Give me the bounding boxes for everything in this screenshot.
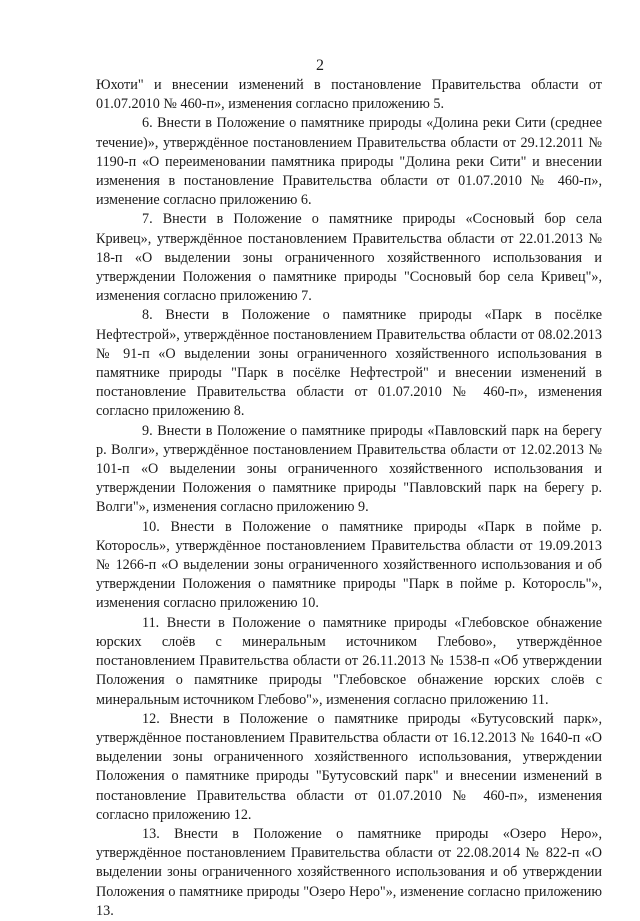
document-body: [96, 76, 602, 921]
paragraph-item-7: 7. Внести в Положение о памятнике природы «Сосновый бор села Кривец», утверждённое постановлением Правительства области от 22.01.2013 № 18-п «О выделении зоны ограниченного хозяйственного использования и утверждении Положения о памятнике природы "Сосновый бор села Кривец"», изменения согласно приложению 7.: [96, 211, 602, 305]
paragraph-continuation-item-5: Юхоти" и внесении изменений в постановление Правительства области от 01.07.2010 № 460-п», изменения согласно приложению 5.: [96, 77, 602, 113]
paragraph-item-10: 10. Внести в Положение о памятнике природы «Парк в пойме р. Которосль», утверждённое постановлением Правительства области от 19.09.2013 № 1266-п «О выделении зоны ограниченного хозяйственного использования и об утверждении Положения о памятнике природы "Парк в пойме р. Которосль"», изменения согласно приложению 10.: [96, 518, 602, 612]
page-number: 2: [316, 57, 324, 74]
paragraph-item-12: 12. Внести в Положение о памятнике природы «Бутусовский парк», утверждённое постановлением Правительства области от 16.12.2013 № 1640-п «О выделении зоны ограниченного хозяйственного использования, утверждении Положения о памятнике природы "Бутусовский парк" и внесении изменений в постановление Правительства области от 01.07.2010 № 460-п», изменения согласно приложению 12.: [96, 710, 602, 823]
paragraph-item-8: 8. Внести в Положение о памятнике природы «Парк в посёлке Нефтестрой», утверждённое постановлением Правительства области от 08.02.2013 № 91-п «О выделении зоны ограниченного хозяйственного использования в памятнике природы "Парк в посёлке Нефтестрой" и внесении изменений в постановление Правительства области от 01.07.2010 № 460-п», изменения согласно приложению 8.: [96, 307, 602, 420]
paragraph-item-6: 6. Внести в Положение о памятнике природы «Долина реки Сити (среднее течение)», утверждённое постановлением Правительства области от 29.12.2011 № 1190-п «О переименовании памятника природы "Долина реки Сити" и внесении изменения в постановление Правительства области от 01.07.2010 № 460-п», изменение согласно приложению 6.: [96, 115, 602, 209]
paragraph-item-13: 13. Внести в Положение о памятнике природы «Озеро Неро», утверждённое постановлением Правительства области от 22.08.2014 № 822-п «О выделении зоны ограниченного хозяйственного использования и об утверждении Положения о памятнике природы "Озеро Неро"», изменение согласно приложению 13.: [96, 825, 602, 919]
paragraph-item-11: 11. Внести в Положение о памятнике природы «Глебовское обнажение юрских слоёв с минеральным источником Глебово», утверждённое постановлением Правительства области от 26.11.2013 № 1538-п «Об утверждении Положения о памятнике природы "Глебовское обнажение юрских слоёв с минеральным источником Глебово"», изменения согласно приложению 11.: [96, 614, 602, 708]
paragraph-item-9: 9. Внести в Положение о памятнике природы «Павловский парк на берегу р. Волги», утверждённое постановлением Правительства области от 12.02.2013 № 101-п «О выделении зоны ограниченного хозяйственного использования и утверждении Положения о памятнике природы "Павловский парк на берегу р. Волги"», изменения согласно приложению 9.: [96, 422, 602, 516]
